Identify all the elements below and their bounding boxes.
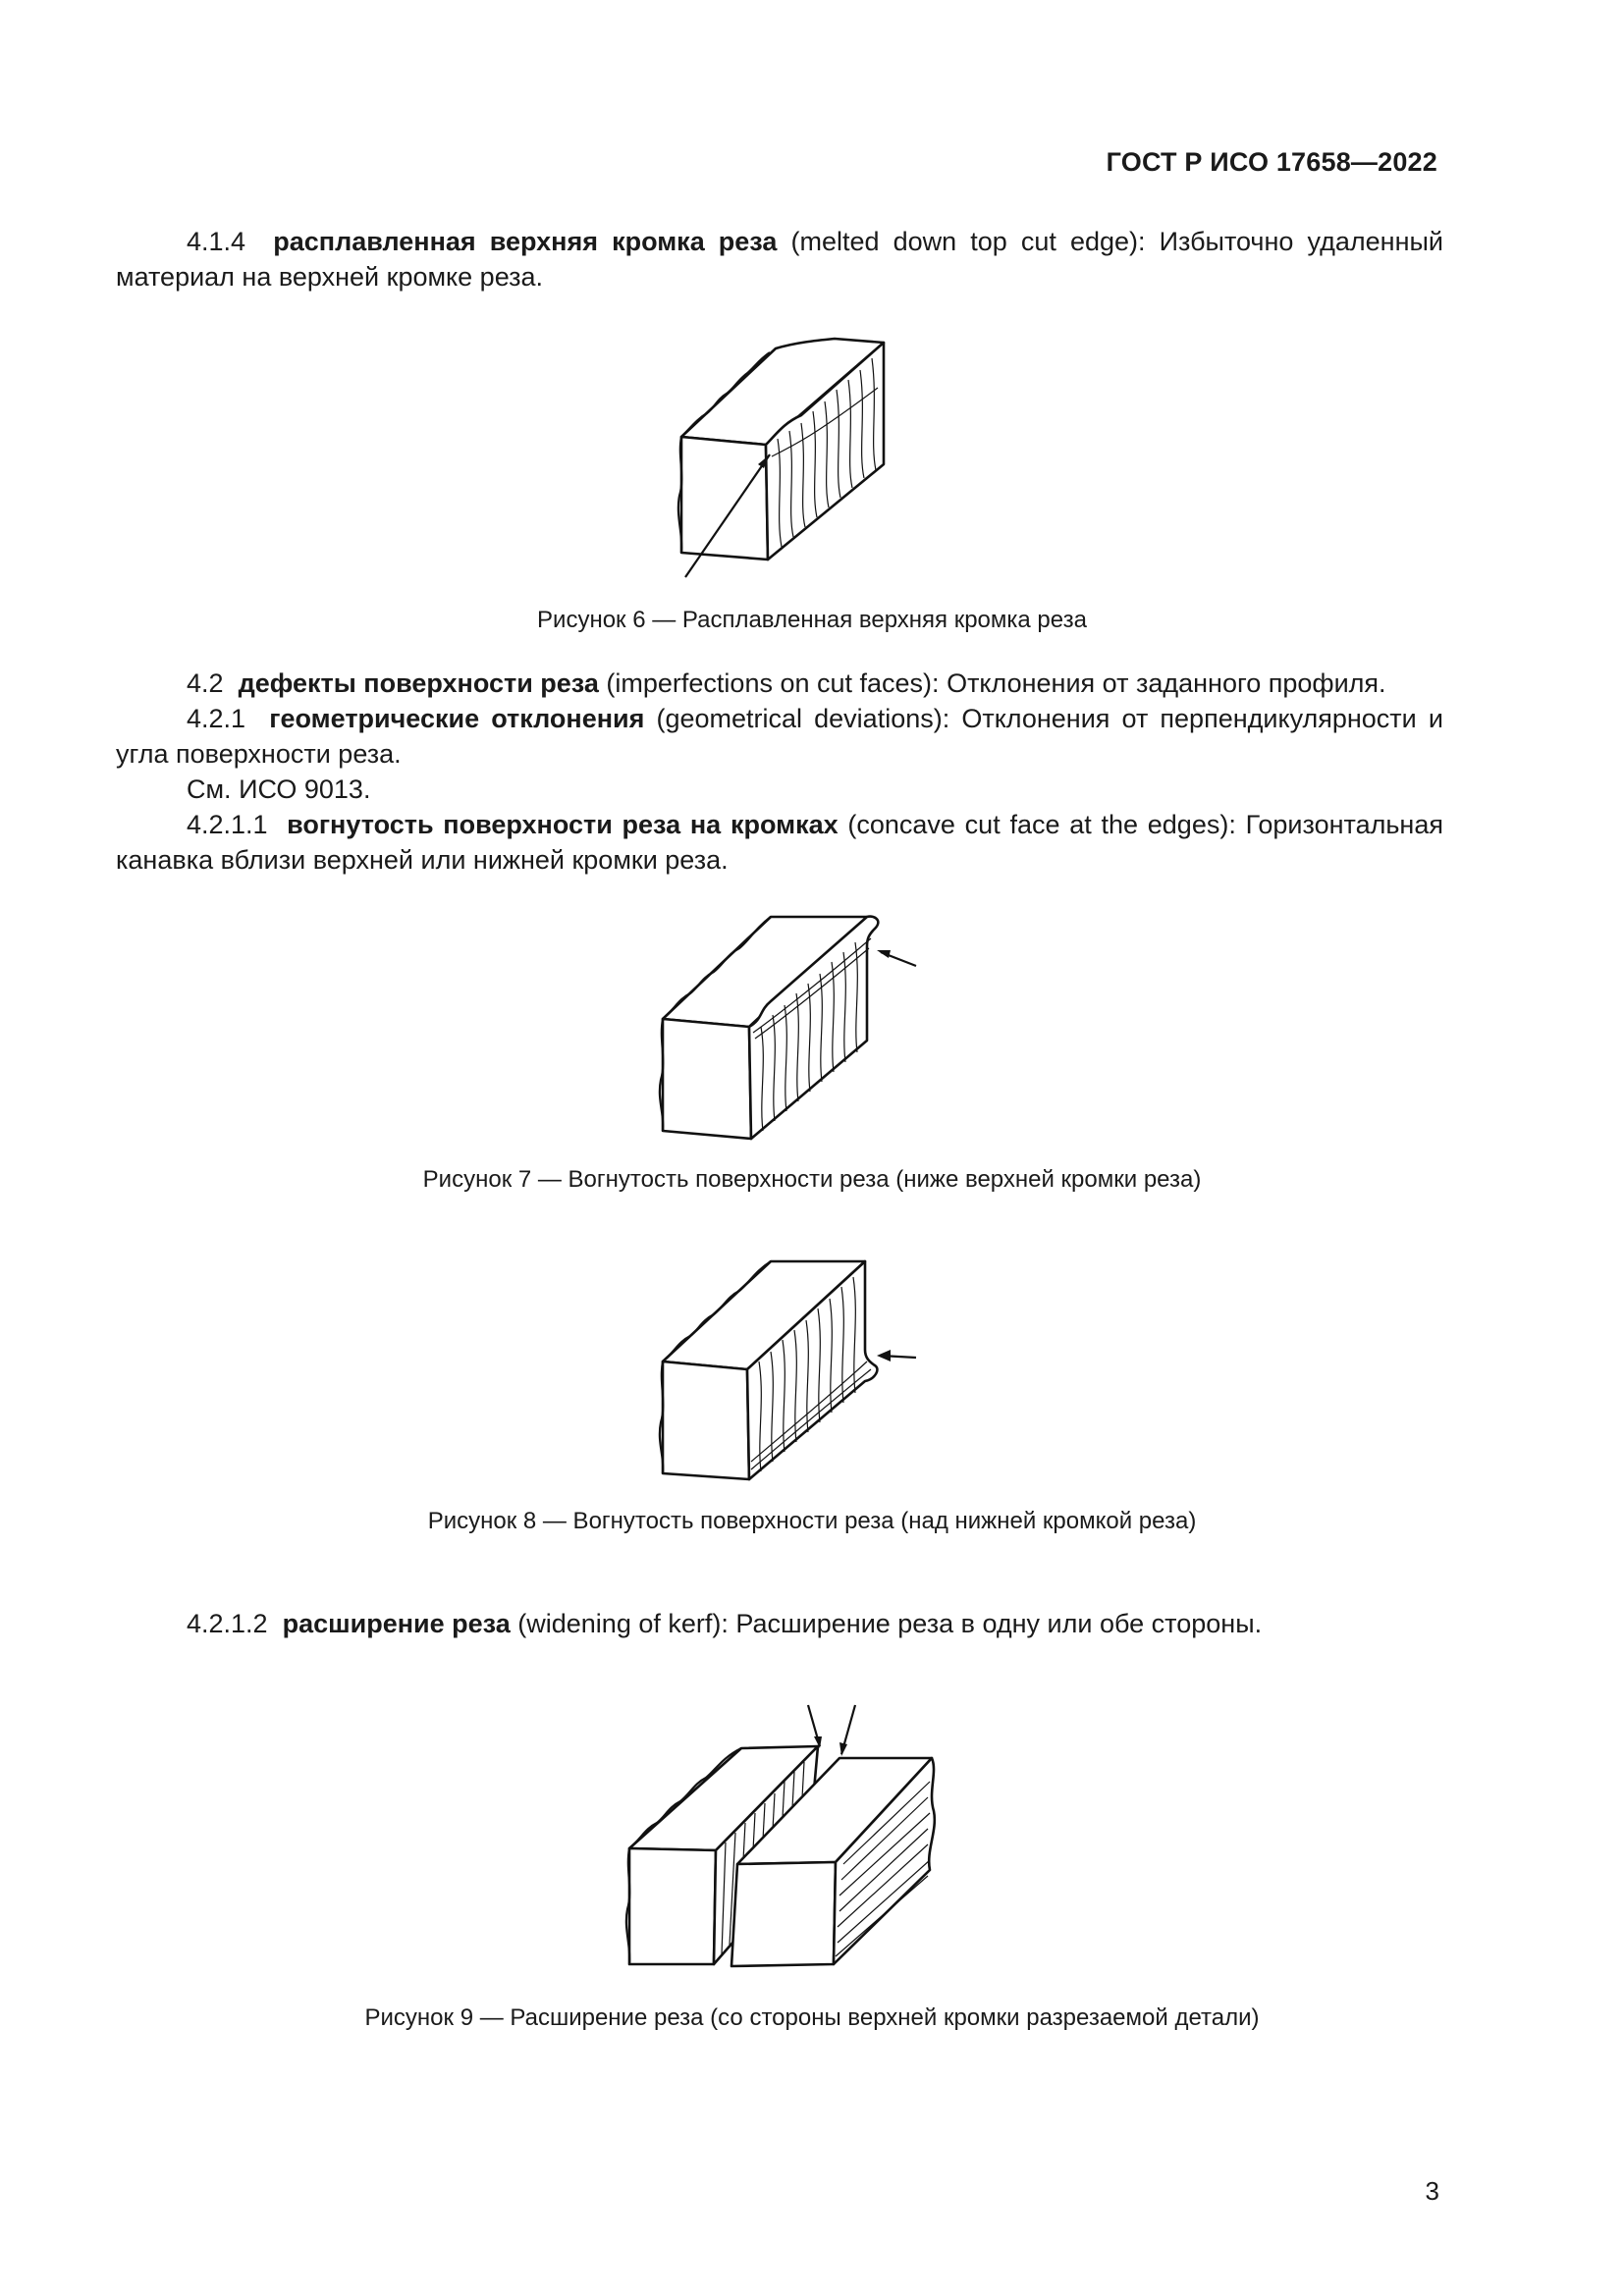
figure-6-drawing: [668, 329, 903, 584]
clause-number: 4.2: [187, 668, 224, 698]
clause-term: геометрические отклонения: [269, 704, 645, 733]
concave-bottom-edge-block-illustration: [653, 1252, 928, 1487]
clause-4-2: [116, 666, 1443, 701]
concave-top-edge-block-illustration: [653, 903, 928, 1148]
see-reference: См. ИСО 9013.: [187, 774, 371, 804]
figure-7-caption: Рисунок 7 — Вогнутость поверхности реза (ниже верхней кромки реза): [422, 1166, 1202, 1193]
document-id-header: ГОСТ Р ИСО 17658—2022: [1106, 147, 1437, 177]
figure-9-drawing: [614, 1703, 947, 1978]
clause-definition: Избыточно удаленный материал на верхней кромке реза.: [116, 227, 1443, 292]
clause-number: 4.2.1.1: [187, 810, 268, 839]
figure-9-caption: Рисунок 9 — Расширение реза (со стороны верхней кромки разрезаемой детали): [364, 2004, 1260, 2031]
clause-4-2-1-2: [116, 1606, 1443, 1641]
clause-term-english: (geometrical deviations):: [656, 704, 950, 733]
melted-top-edge-block-illustration: [668, 329, 903, 584]
figure-6-caption: Рисунок 6 — Расплавленная верхняя кромка реза: [537, 607, 1087, 633]
clause-term: дефекты поверхности реза: [238, 668, 599, 698]
figure-8-drawing: [653, 1252, 928, 1487]
clause-term-english: (concave cut face at the edges):: [847, 810, 1236, 839]
clause-term-english: (imperfections on cut faces):: [606, 668, 940, 698]
clause-definition: Отклонения от перпендикулярности и угла поверхности реза.: [116, 704, 1443, 769]
figure-8-caption: Рисунок 8 — Вогнутость поверхности реза (над нижней кромкой реза): [427, 1508, 1197, 1534]
clause-definition: Горизонтальная канавка вблизи верхней или нижней кромки реза.: [116, 810, 1443, 875]
kerf-widening-illustration: [614, 1703, 947, 1978]
clause-4-2-1-1: [116, 807, 1443, 878]
clause-number: 4.1.4: [187, 227, 246, 256]
clause-term: расплавленная верхняя кромка реза: [273, 227, 778, 256]
clause-term-english: (melted down top cut edge):: [790, 227, 1146, 256]
clause-term-english: (widening of kerf):: [517, 1609, 729, 1638]
clause-4-1-4: [116, 224, 1443, 294]
clause-definition: Расширение реза в одну или обе стороны.: [735, 1609, 1263, 1638]
clause-4-2-1: [116, 701, 1443, 772]
clause-term: вогнутость поверхности реза на кромках: [287, 810, 839, 839]
clause-definition: Отклонения от заданного профиля.: [947, 668, 1386, 698]
clause-number: 4.2.1.2: [187, 1609, 268, 1638]
clause-number: 4.2.1: [187, 704, 246, 733]
page-number: 3: [1425, 2176, 1439, 2206]
clause-term: расширение реза: [282, 1609, 511, 1638]
figure-7-drawing: [653, 903, 928, 1148]
